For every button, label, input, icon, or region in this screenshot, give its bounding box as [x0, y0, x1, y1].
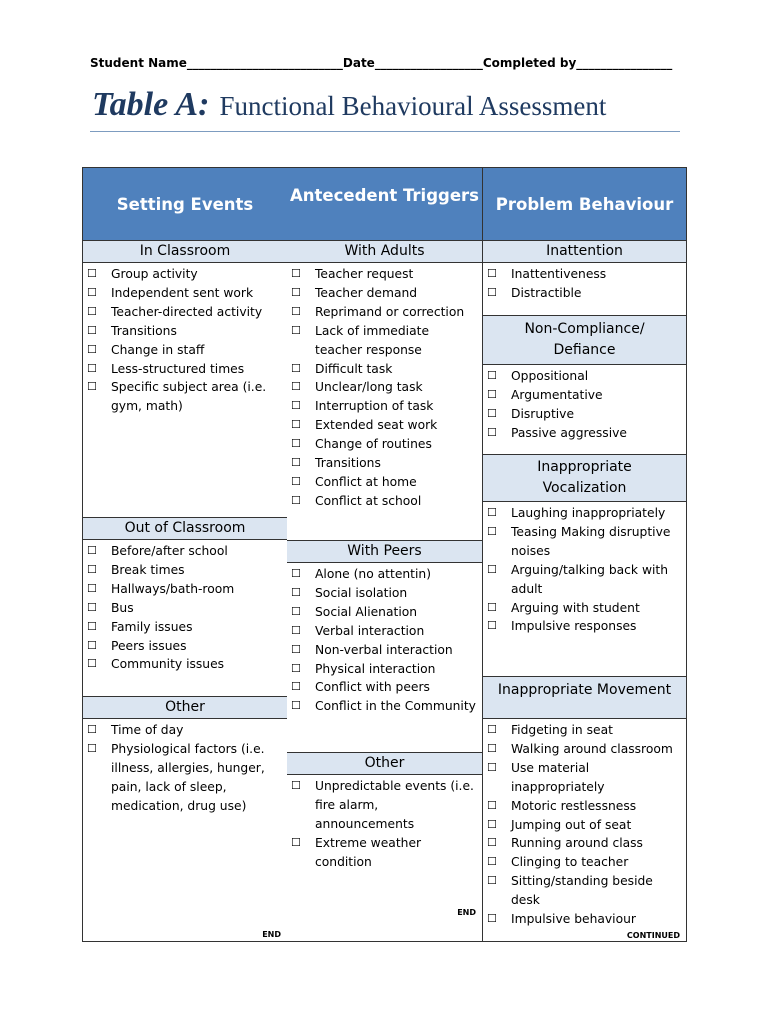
setting-events-column [82, 167, 288, 942]
checklist-item[interactable]: ☐ Family issues [83, 618, 287, 637]
section-inattention [483, 241, 686, 303]
checklist-item[interactable]: ☐ Transitions [83, 322, 287, 341]
checklist-item[interactable]: ☐ Reprimand or correction [287, 303, 482, 322]
section-other [83, 696, 287, 816]
column-continued-marker: CONTINUED [626, 931, 680, 940]
checklist-item[interactable]: ☐ Unpredictable events (i.e. fire alarm, announcements [287, 777, 482, 834]
checklist-item[interactable]: ☐ Hallways/bath-room [83, 580, 287, 599]
checklist-item[interactable]: ☐ Clinging to teacher [483, 853, 686, 872]
checklist [483, 365, 686, 443]
page-title [92, 86, 606, 124]
title-prefix: Table A: [92, 86, 210, 123]
checklist-item[interactable]: ☐ Physiological factors (i.e. illness, allergies, hunger, pain, lack of sleep, medication, drug use) [83, 740, 287, 816]
checklist-item[interactable]: ☐ Group activity [83, 265, 287, 284]
checklist-item[interactable]: ☐ Extreme weather condition [287, 834, 482, 872]
checklist-item[interactable]: ☐ Verbal interaction [287, 622, 482, 641]
antecedent-triggers-column [287, 167, 483, 942]
section-title: Other [83, 696, 287, 719]
checklist-item[interactable]: ☐ Extended seat work [287, 416, 482, 435]
section-inappropriate-movement [483, 676, 686, 929]
section-title: Out of Classroom [83, 517, 287, 540]
checklist [483, 719, 686, 929]
section-title: With Adults [287, 241, 482, 263]
checklist-item[interactable]: ☐ Teacher request [287, 265, 482, 284]
checklist-item[interactable]: ☐ Non-verbal interaction [287, 641, 482, 660]
checklist-item[interactable]: ☐ Peers issues [83, 637, 287, 656]
checklist-item[interactable]: ☐ Impulsive responses [483, 617, 686, 636]
checklist-item[interactable]: ☐ Conflict at home [287, 473, 482, 492]
checklist-item[interactable]: ☐ Social Alienation [287, 603, 482, 622]
checklist-item[interactable]: ☐ Arguing with student [483, 599, 686, 618]
checklist-item[interactable]: ☐ Oppositional [483, 367, 686, 386]
checklist-item[interactable]: ☐ Alone (no attentin) [287, 565, 482, 584]
checklist-item[interactable]: ☐ Sitting/standing beside desk [483, 872, 686, 910]
checklist-item[interactable]: ☐ Break times [83, 561, 287, 580]
checklist-item[interactable]: ☐ Arguing/talking back with adult [483, 561, 686, 599]
section-non-compliance [483, 315, 686, 443]
section-title: Inappropriate Movement [483, 676, 686, 719]
checklist-item[interactable]: ☐ Community issues [83, 655, 287, 674]
checklist-item[interactable]: ☐ Disruptive [483, 405, 686, 424]
checklist-item[interactable]: ☐ Argumentative [483, 386, 686, 405]
section-other [287, 752, 482, 872]
checklist [83, 540, 287, 674]
checklist-item[interactable]: ☐ Walking around classroom [483, 740, 686, 759]
checklist-item[interactable]: ☐ Interruption of task [287, 397, 482, 416]
checklist-item[interactable]: ☐ Conflict in the Community [287, 697, 482, 716]
section-title: With Peers [287, 540, 482, 563]
section-out-of-classroom [83, 517, 287, 674]
section-title: Other [287, 752, 482, 775]
checklist-item[interactable]: ☐ Jumping out of seat [483, 816, 686, 835]
checklist-item[interactable]: ☐ Use material inappropriately [483, 759, 686, 797]
checklist-item[interactable]: ☐ Teasing Making disruptive noises [483, 523, 686, 561]
section-title: In Classroom [83, 241, 287, 263]
checklist-item[interactable]: ☐ Difficult task [287, 360, 482, 379]
section-with-peers [287, 540, 482, 716]
column-end-marker: END [262, 930, 281, 939]
checklist-item[interactable]: ☐ Time of day [83, 721, 287, 740]
student-info-line: Student Name__________________________Date__________________Completed by________________ [90, 56, 673, 70]
checklist-item[interactable]: ☐ Teacher demand [287, 284, 482, 303]
checklist [287, 775, 482, 872]
checklist-item[interactable]: ☐ Physical interaction [287, 660, 482, 679]
checklist-item[interactable]: ☐ Before/after school [83, 542, 287, 561]
column-heading: Problem Behaviour [483, 168, 686, 241]
checklist-item[interactable]: ☐ Transitions [287, 454, 482, 473]
checklist-item[interactable]: ☐ Change in staff [83, 341, 287, 360]
column-heading: Antecedent Triggers [287, 168, 482, 241]
title-main: Functional Behavioural Assessment [219, 91, 607, 121]
checklist-item[interactable]: ☐ Impulsive behaviour [483, 910, 686, 929]
checklist-item[interactable]: ☐ Specific subject area (i.e. gym, math) [83, 378, 287, 416]
checklist-item[interactable]: ☐ Change of routines [287, 435, 482, 454]
checklist-item[interactable]: ☐ Motoric restlessness [483, 797, 686, 816]
checklist-item[interactable]: ☐ Passive aggressive [483, 424, 686, 443]
section-inappropriate-vocalization [483, 454, 686, 636]
checklist-item[interactable]: ☐ Lack of immediate teacher response [287, 322, 482, 360]
checklist-item[interactable]: ☐ Inattentiveness [483, 265, 686, 284]
checklist-item[interactable]: ☐ Unclear/long task [287, 378, 482, 397]
checklist [83, 263, 287, 416]
checklist [287, 263, 482, 511]
checklist-item[interactable]: ☐ Independent sent work [83, 284, 287, 303]
checklist-item[interactable]: ☐ Less-structured times [83, 360, 287, 379]
section-with-adults [287, 241, 482, 511]
checklist-item[interactable]: ☐ Distractible [483, 284, 686, 303]
section-title: Non-Compliance/ Defiance [483, 315, 686, 365]
section-title: Inattention [483, 241, 686, 263]
checklist-item[interactable]: ☐ Conflict with peers [287, 678, 482, 697]
checklist [483, 502, 686, 636]
problem-behaviour-column [483, 167, 687, 942]
title-rule [90, 131, 680, 132]
checklist-item[interactable]: ☐ Conflict at school [287, 492, 482, 511]
checklist-item[interactable]: ☐ Fidgeting in seat [483, 721, 686, 740]
section-in-classroom [83, 241, 287, 416]
checklist-item[interactable]: ☐ Social isolation [287, 584, 482, 603]
checklist-item[interactable]: ☐ Laughing inappropriately [483, 504, 686, 523]
checklist [483, 263, 686, 303]
column-heading: Setting Events [83, 168, 287, 241]
checklist [83, 719, 287, 816]
column-end-marker: END [457, 908, 476, 917]
checklist-item[interactable]: ☐ Teacher-directed activity [83, 303, 287, 322]
section-title: Inappropriate Vocalization [483, 454, 686, 502]
checklist [287, 563, 482, 716]
checklist-item[interactable]: ☐ Running around class [483, 834, 686, 853]
checklist-item[interactable]: ☐ Bus [83, 599, 287, 618]
